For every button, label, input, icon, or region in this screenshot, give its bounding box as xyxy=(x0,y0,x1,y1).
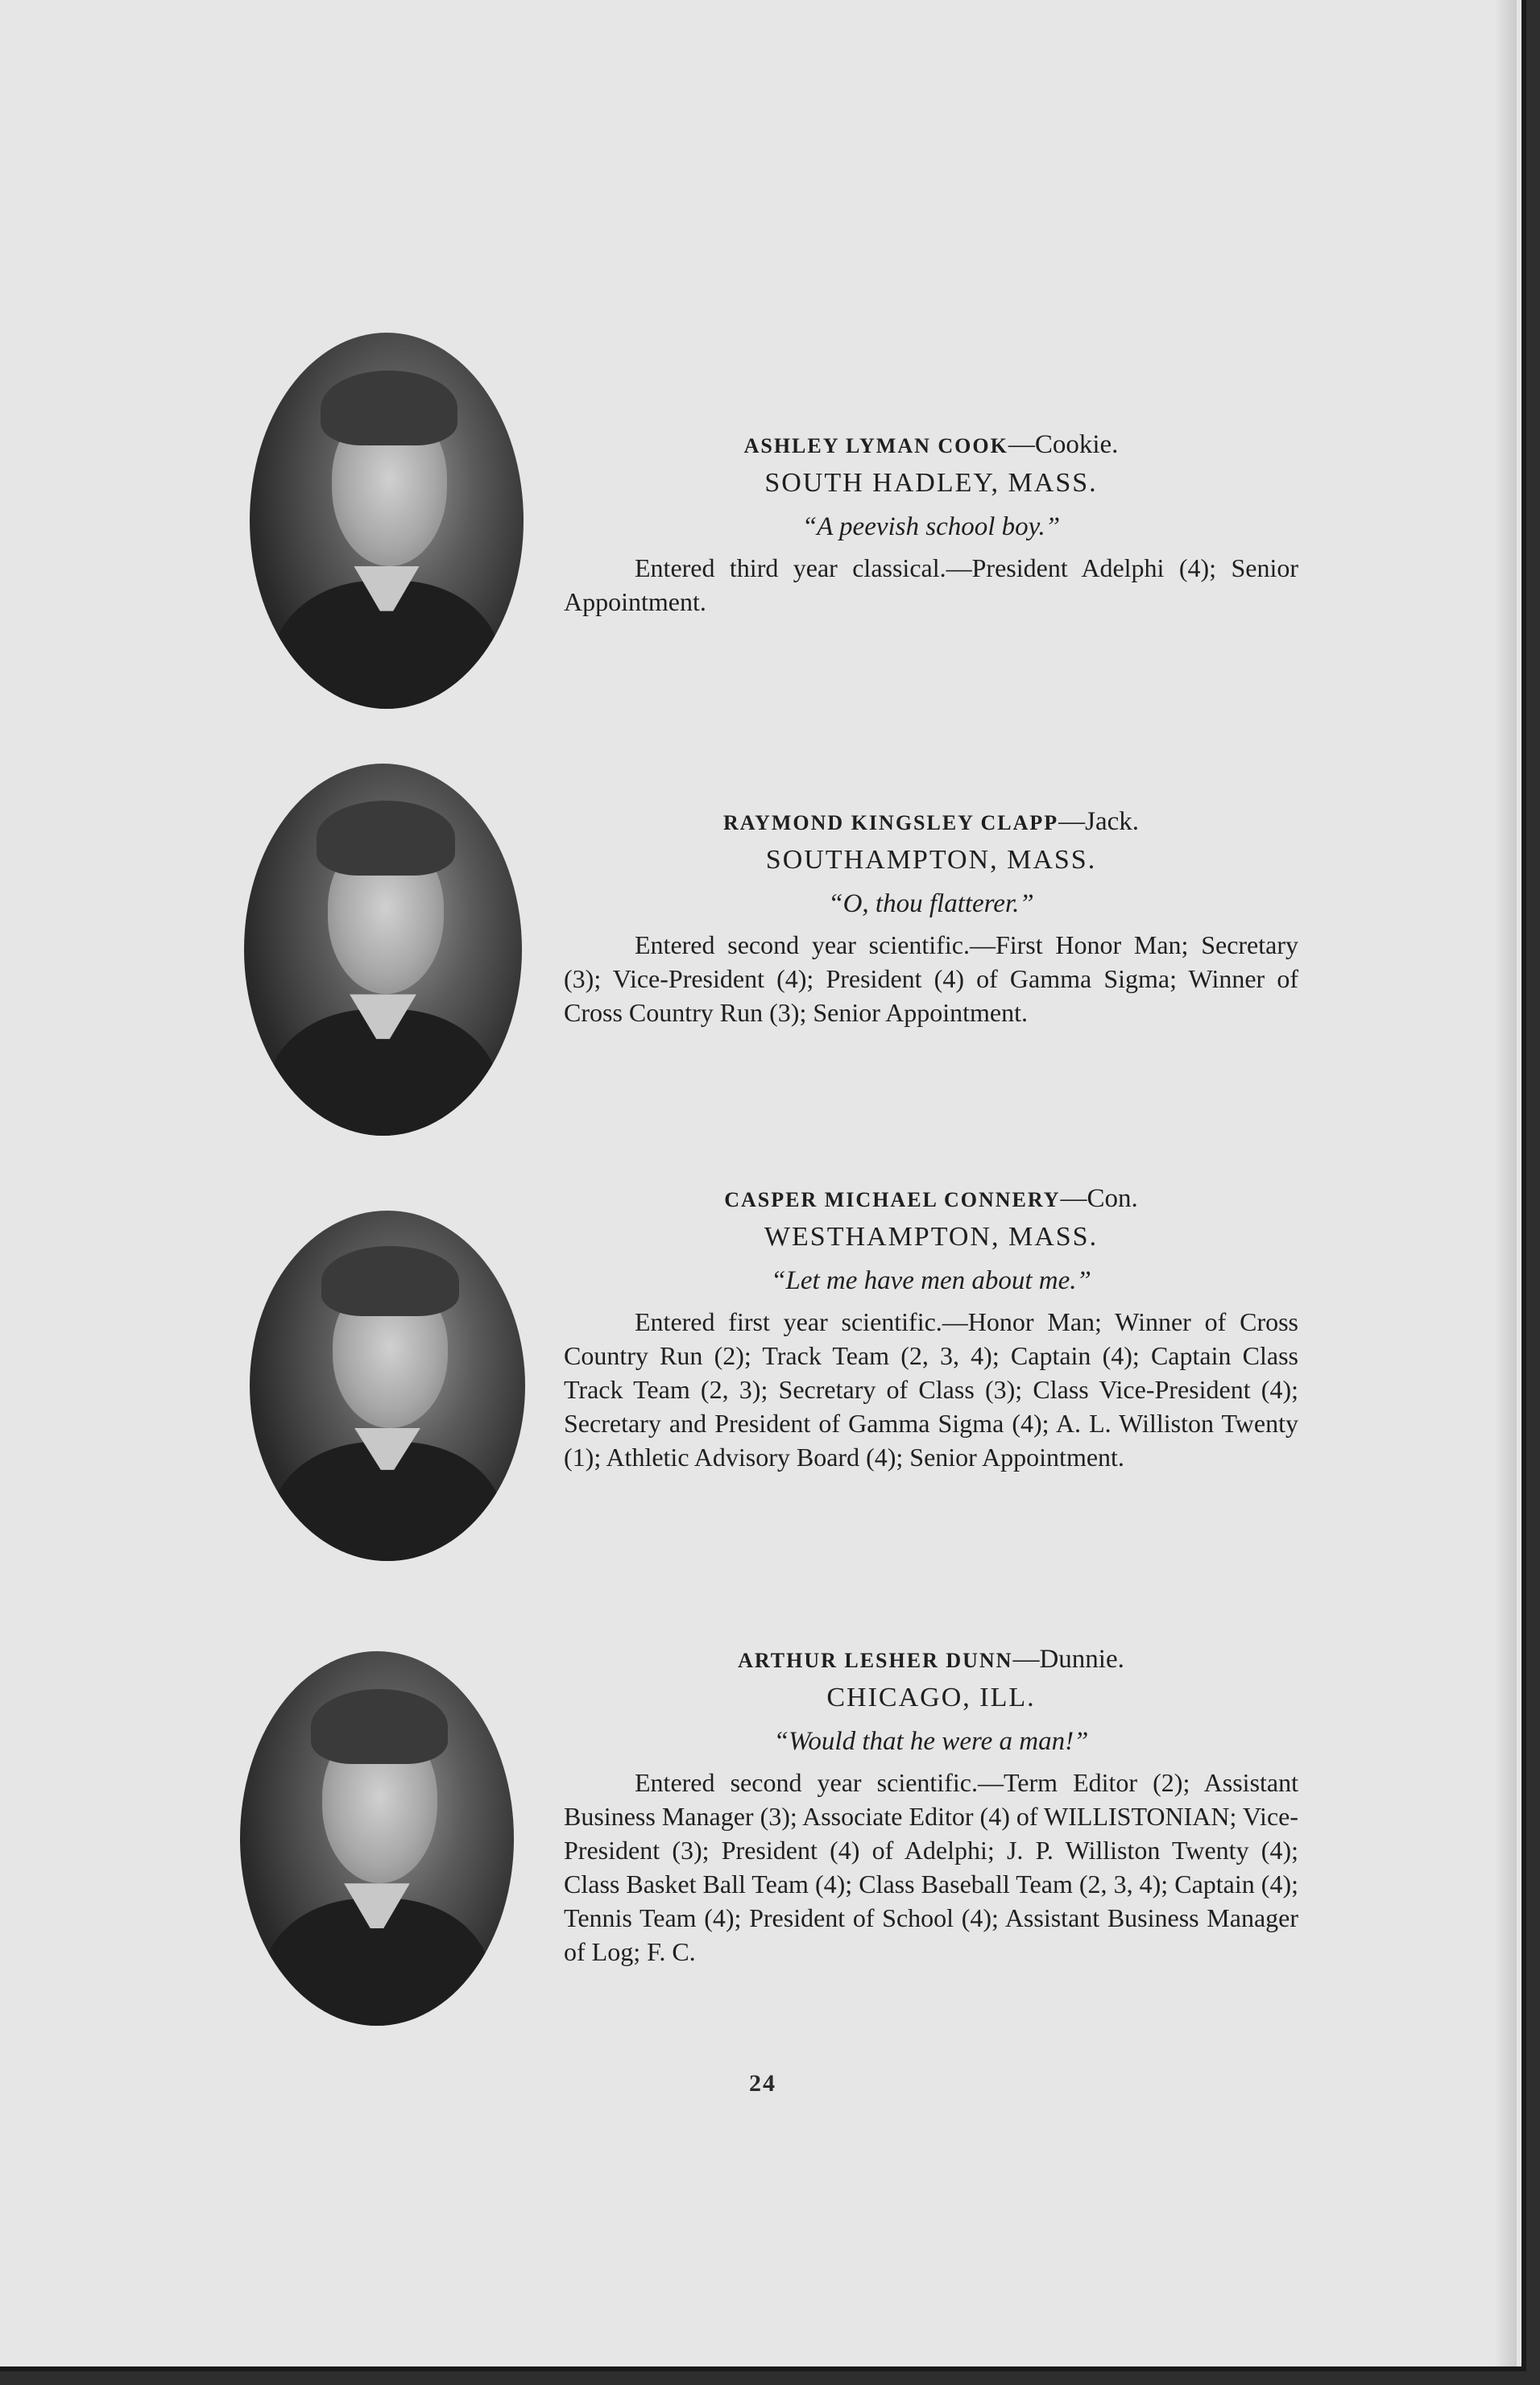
portrait-photo xyxy=(250,333,524,709)
student-quote: “A peevish school boy.” xyxy=(801,512,1061,541)
student-quote: “Let me have men about me.” xyxy=(771,1266,1091,1295)
name-line xyxy=(564,1643,1298,1677)
portrait-photo xyxy=(244,764,522,1136)
portrait-photo xyxy=(240,1651,514,2026)
student-quote: “Would that he were a man!” xyxy=(773,1727,1089,1756)
student-hometown: WESTHAMPTON, MASS. xyxy=(764,1222,1099,1252)
student-entry xyxy=(564,805,1298,1029)
portrait-photo xyxy=(250,1211,525,1561)
name-line xyxy=(564,1182,1298,1216)
student-nickname: —Cookie. xyxy=(1008,430,1119,459)
portrait-hair xyxy=(321,1246,459,1316)
student-bio: Entered second year scientific.—First Honor Man; Secretary (3); Vice-President (4); President (4) of Gamma Sigma; Winner of Cross Country Run (3); Senior Appointment. xyxy=(564,930,1298,1027)
student-name: CASPER MICHAEL CONNERY xyxy=(724,1188,1061,1211)
student-nickname: —Jack. xyxy=(1058,807,1140,836)
student-hometown: SOUTHAMPTON, MASS. xyxy=(765,845,1097,875)
portrait-hair xyxy=(317,801,456,875)
student-bio: Entered third year classical.—President Adelphi (4); Senior Appointment. xyxy=(564,553,1298,616)
student-entry xyxy=(564,1643,1298,1969)
student-hometown: SOUTH HADLEY, MASS. xyxy=(764,468,1098,498)
page-edge-shadow xyxy=(1494,0,1517,2366)
student-name: ARTHUR LESHER DUNN xyxy=(738,1649,1013,1672)
name-line xyxy=(564,805,1298,839)
student-entry xyxy=(564,429,1298,619)
student-name: ASHLEY LYMAN COOK xyxy=(743,434,1008,458)
student-entry xyxy=(564,1182,1298,1474)
portrait-hair xyxy=(321,371,457,445)
student-bio: Entered second year scientific.—Term Editor (2); Assistant Business Manager (3); Associate Editor (4) of WILLISTONIAN; Vice-President (3); President (4) of Adelphi; J. P. Williston Twenty (4); Class Basket Ball Team (4); Class Baseball Team (2, 3, 4); Captain (4); Tennis Team (4); President of School (4); Assistant Business Manager of Log; F. C. xyxy=(564,1768,1298,1966)
student-nickname: —Dunnie. xyxy=(1012,1645,1124,1674)
student-nickname: —Con. xyxy=(1060,1184,1138,1213)
student-quote: “O, thou flatterer.” xyxy=(828,889,1034,918)
portrait-hair xyxy=(311,1689,448,1764)
student-bio: Entered first year scientific.—Honor Man; Winner of Cross Country Run (2); Track Team (2, 3, 4); Captain (4); Captain Class Track Team (2, 3); Secretary of Class (3); Class Vice-President (4); Secretary and President of Gamma Sigma (4); A. L. Williston Twenty (1); Athletic Advisory Board (4); Senior Appointment. xyxy=(564,1307,1298,1472)
student-name: RAYMOND KINGSLEY CLAPP xyxy=(722,811,1059,834)
page-number: 24 xyxy=(749,2070,776,2097)
name-line xyxy=(564,429,1298,462)
student-hometown: CHICAGO, ILL. xyxy=(826,1683,1036,1712)
